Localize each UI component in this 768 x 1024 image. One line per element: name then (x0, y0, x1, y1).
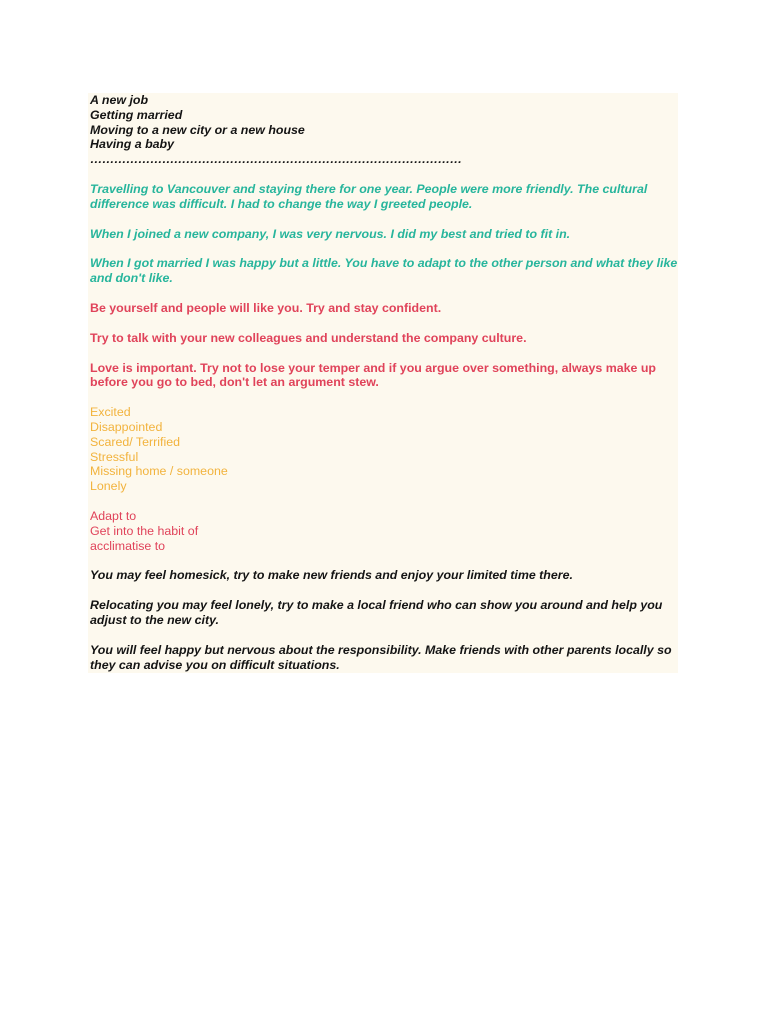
feeling-item: Excited (90, 405, 131, 420)
experience-paragraph: Travelling to Vancouver and staying there for one year. People were more friendly. The cultural difference was difficult. I had to change the way I greeted people. (90, 181, 648, 211)
experience-paragraph: When I joined a new company, I was very nervous. I did my best and tried to fit in. (90, 226, 571, 241)
feeling-item: Scared/ Terrified (90, 434, 180, 449)
spacer (90, 346, 678, 361)
life-event-item: Having a baby (90, 137, 175, 152)
life-event-item: Moving to a new city or a new house (90, 122, 305, 137)
tip-paragraph: Relocating you may feel lonely, try to make a local friend who can show you around and help you adjust to the new city. (90, 598, 663, 627)
feeling-item: Stressful (90, 449, 139, 464)
advice-paragraph: Love is important. Try not to lose your temper and if you argue over something, always make up before you go to bed, don't let an argument stew. (90, 360, 656, 390)
experiences-section (90, 182, 678, 286)
tips-section (90, 568, 678, 672)
phrase-item: Adapt to (90, 508, 137, 523)
spacer (90, 286, 678, 301)
spacer (90, 628, 678, 643)
dotted-separator: ………………………………………………………………………………… (90, 152, 462, 167)
life-event-item: A new job (90, 93, 149, 107)
spacer (90, 494, 678, 509)
phrases-list (90, 509, 678, 553)
spacer (90, 167, 678, 182)
feeling-item: Lonely (90, 479, 127, 494)
spacer (90, 241, 678, 256)
feelings-list (90, 405, 678, 494)
spacer (90, 212, 678, 227)
feeling-item: Disappointed (90, 419, 163, 434)
spacer (90, 316, 678, 331)
document-body (90, 93, 678, 672)
tip-paragraph: You will feel happy but nervous about the responsibility. Make friends with other parents locally so they can advise you on difficult situations. (90, 642, 672, 672)
phrase-item: Get into the habit of (90, 523, 199, 538)
spacer (90, 390, 678, 405)
tip-paragraph: You may feel homesick, try to make new friends and enjoy your limited time there. (90, 568, 573, 583)
life-events-list (90, 93, 678, 167)
feeling-item: Missing home / someone (90, 464, 228, 479)
phrase-item: acclimatise to (90, 538, 166, 553)
spacer (90, 583, 678, 598)
advice-paragraph: Be yourself and people will like you. Try and stay confident. (90, 300, 442, 315)
experience-paragraph: When I got married I was happy but a little. You have to adapt to the other person and what they like and don't like. (90, 256, 678, 286)
life-event-item: Getting married (90, 107, 183, 122)
advice-section (90, 301, 678, 390)
spacer (90, 553, 678, 568)
advice-paragraph: Try to talk with your new colleagues and understand the company culture. (90, 330, 527, 345)
